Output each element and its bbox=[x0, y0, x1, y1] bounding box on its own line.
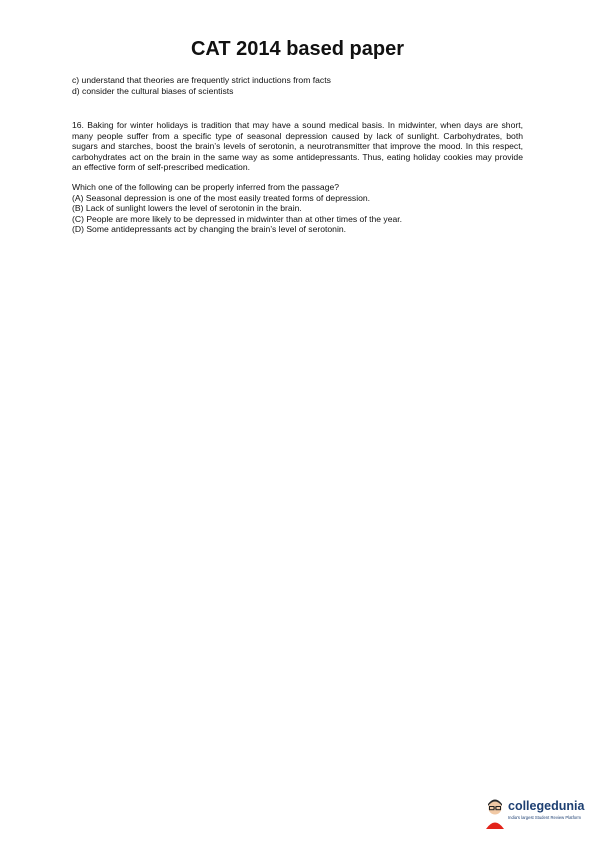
question-passage: 16. Baking for winter holidays is tradition that may have a sound medical basis. In midwinter, when days are short, many people suffer from a specific type of seasonal depression caused by lack of sunlight. Carbohydrates, both sugars and starches, boost the brain’s levels of serotonin, a neurotransmitter that improve the mood. In this respect, carbohydrates act on the brain in the same way as some antidepressants. Thus, eating holiday cookies may provide an effective form of self-prescribed medication. bbox=[72, 120, 523, 173]
answer-option-d: (D) Some antidepressants act by changing the brain’s level of serotonin. bbox=[72, 224, 347, 235]
brand-name: collegedunia bbox=[508, 799, 585, 813]
answer-option-a: (A) Seasonal depression is one of the most easily treated forms of depression. bbox=[72, 192, 371, 203]
collegedunia-logo bbox=[484, 796, 590, 834]
brand-tagline: India's largest Student Review Platform bbox=[508, 815, 581, 820]
option-d: d) consider the cultural biases of scientists bbox=[72, 85, 234, 96]
previous-question-options bbox=[72, 75, 523, 96]
option-c: c) understand that theories are frequently strict inductions from facts bbox=[72, 75, 331, 85]
answer-option-b: (B) Lack of sunlight lowers the level of serotonin in the brain. bbox=[72, 203, 302, 214]
question-stem: Which one of the following can be properly inferred from the passage? bbox=[72, 181, 340, 192]
question-16 bbox=[72, 120, 523, 235]
page-title: CAT 2014 based paper bbox=[190, 38, 405, 60]
answer-option-c: (C) People are more likely to be depressed in midwinter than at other times of the year. bbox=[72, 213, 403, 224]
mascot-icon bbox=[484, 796, 508, 830]
